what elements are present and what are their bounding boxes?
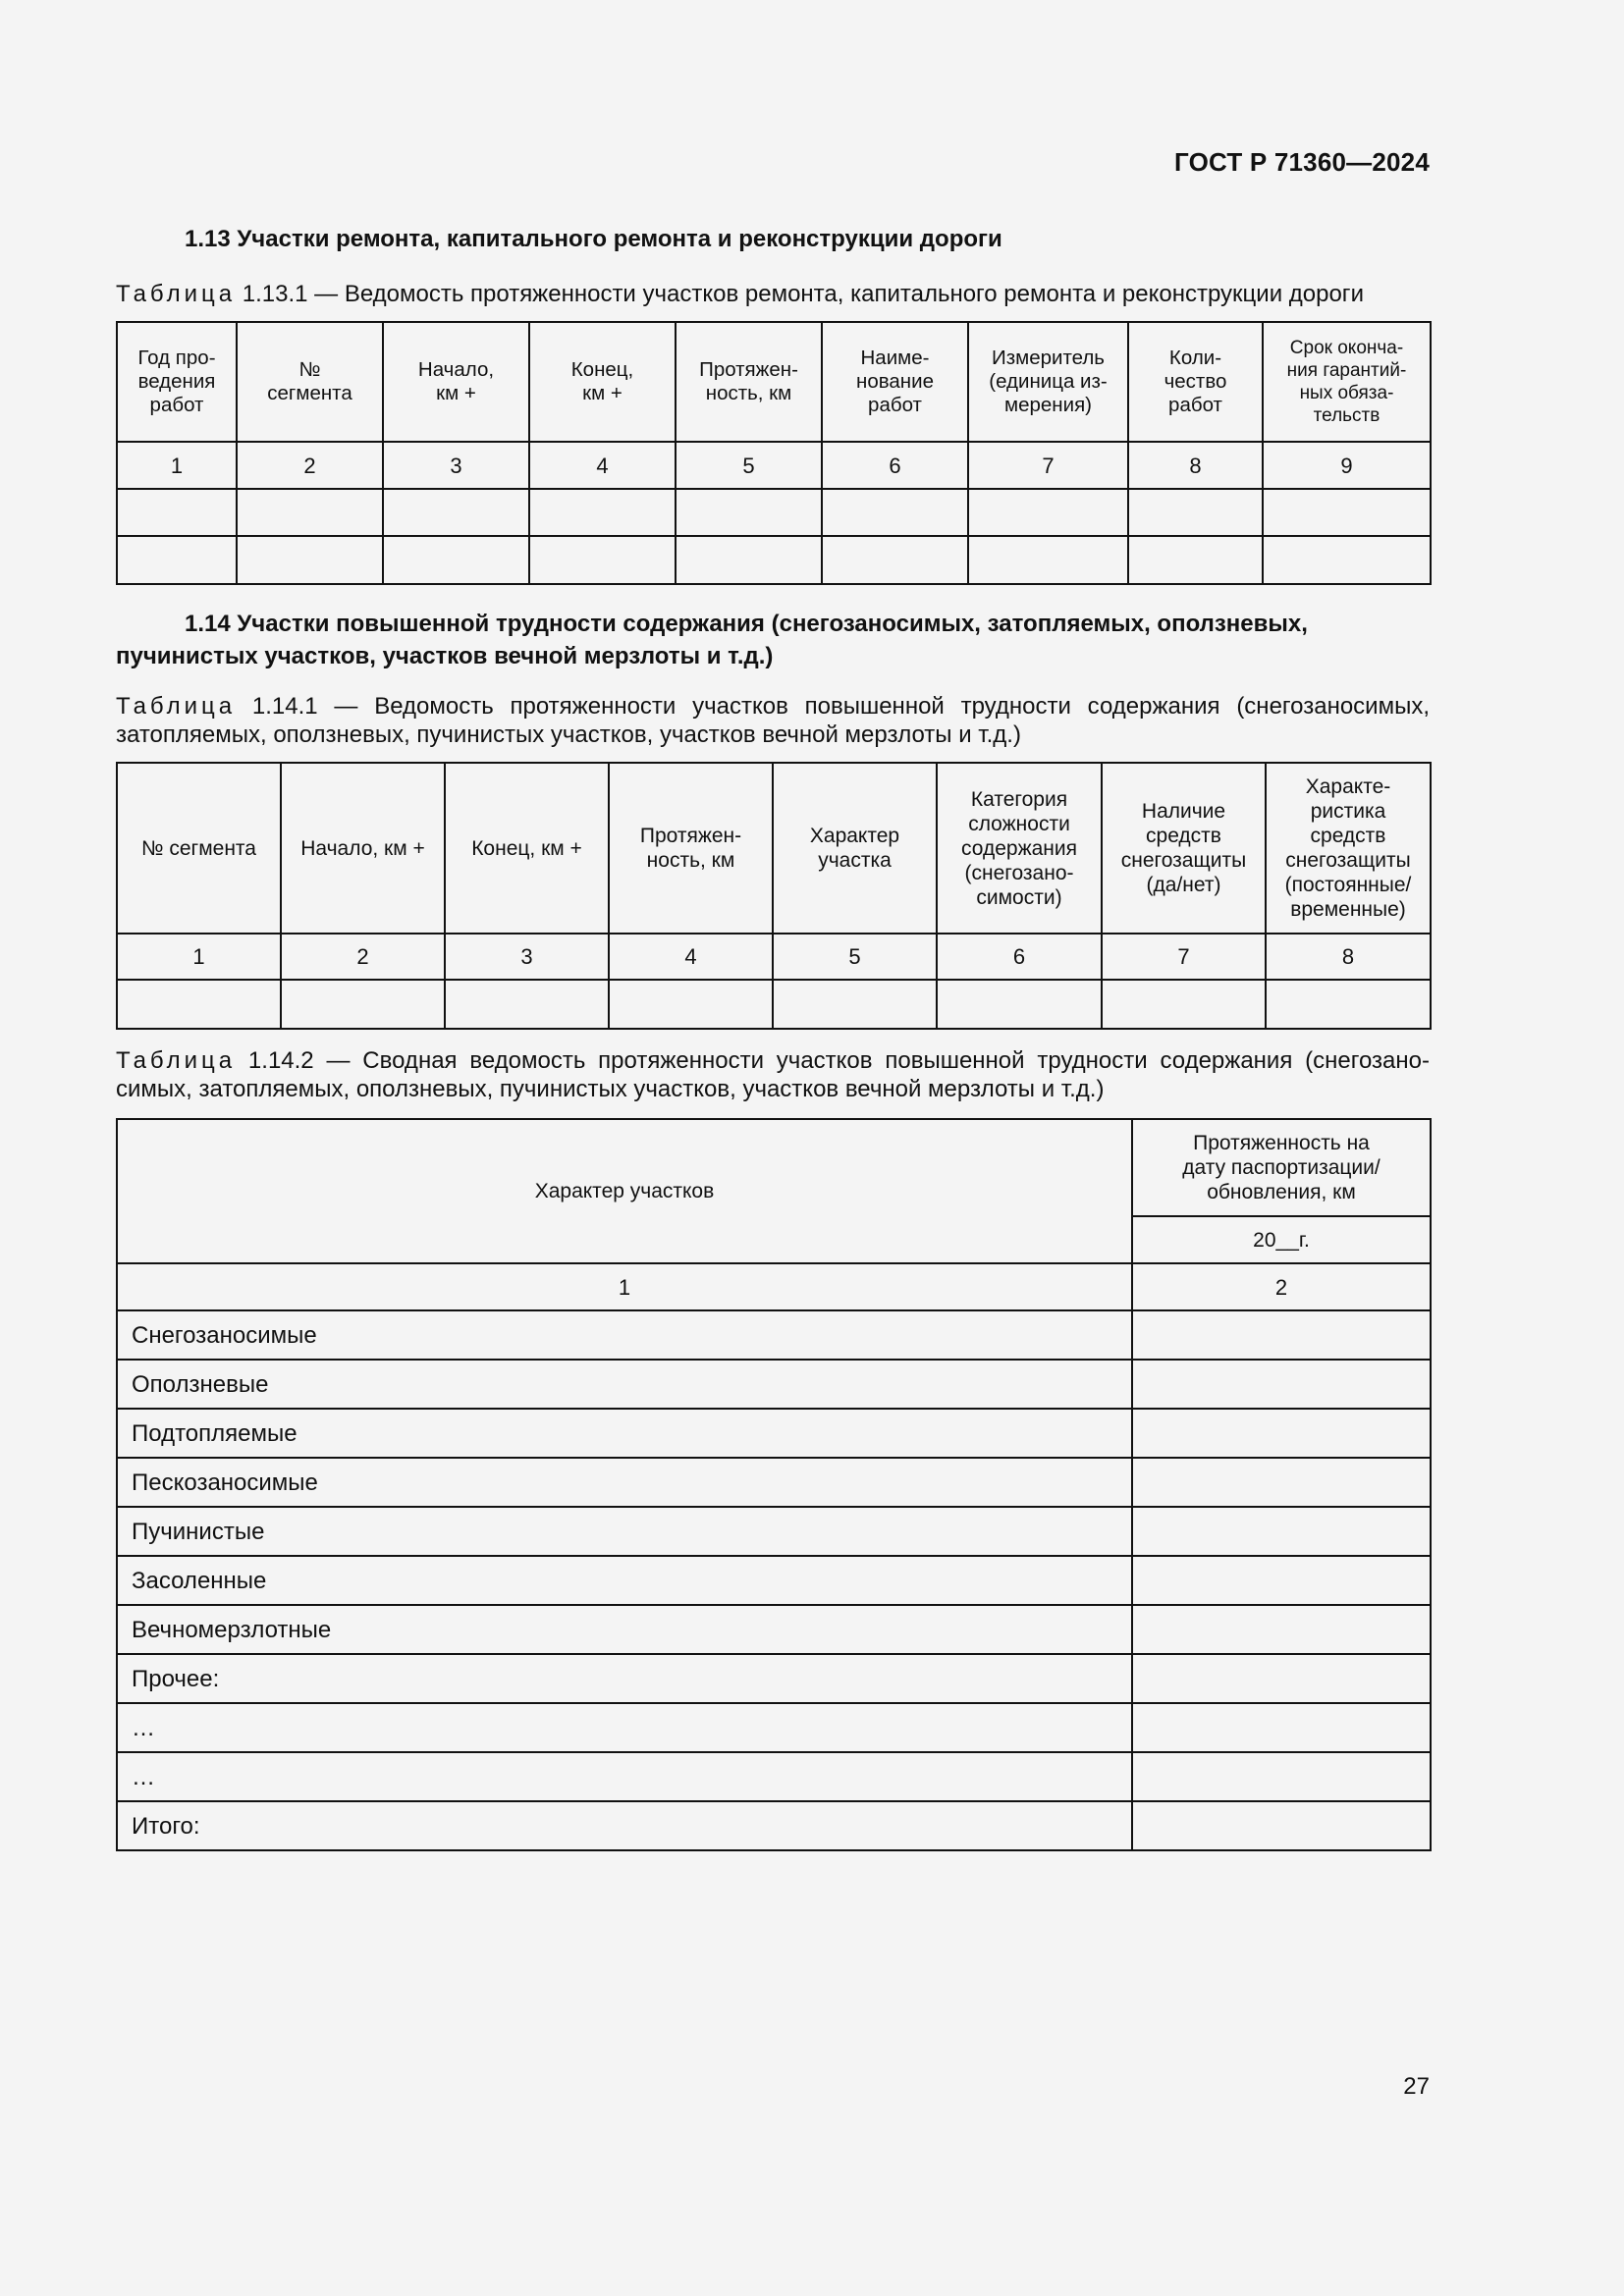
table-cell xyxy=(1132,1654,1431,1703)
table-row-total xyxy=(117,1801,1431,1850)
table-cell xyxy=(822,489,968,536)
table-1-13-1-caption xyxy=(116,280,1430,308)
column-number: 7 xyxy=(968,442,1128,489)
column-number-row xyxy=(117,934,1431,980)
column-header-section-type: Характер участков xyxy=(117,1119,1132,1263)
table-row xyxy=(117,1556,1431,1605)
column-number: 5 xyxy=(773,934,937,980)
table-cell xyxy=(1132,1458,1431,1507)
table-row xyxy=(117,1310,1431,1360)
table-cell xyxy=(1132,1752,1431,1801)
table-cell xyxy=(237,536,383,584)
column-header: Конец, км + xyxy=(529,322,676,442)
table-cell xyxy=(1132,1409,1431,1458)
table-cell xyxy=(117,489,237,536)
section-heading-1-13: 1.13 Участки ремонта, капитального ремонта и реконструкции дороги xyxy=(185,226,1002,252)
column-number: 6 xyxy=(822,442,968,489)
column-number: 2 xyxy=(1132,1263,1431,1310)
column-header: Характер участка xyxy=(773,763,937,934)
table-1-14-2 xyxy=(116,1118,1432,1851)
column-number: 7 xyxy=(1102,934,1266,980)
table-cell xyxy=(1132,1507,1431,1556)
column-header: № сегмента xyxy=(237,322,383,442)
row-label: Оползневые xyxy=(117,1360,1132,1409)
table-1-14-1 xyxy=(116,762,1432,1030)
table-1-14-2-caption xyxy=(116,1046,1430,1103)
column-header: Год про- ведения работ xyxy=(117,322,237,442)
row-label-total: Итого: xyxy=(117,1801,1132,1850)
table-cell xyxy=(1266,980,1431,1029)
row-label: Засоленные xyxy=(117,1556,1132,1605)
column-number: 2 xyxy=(281,934,445,980)
table-row xyxy=(117,1507,1431,1556)
column-header: Начало, км + xyxy=(383,322,529,442)
column-header: Наиме- нование работ xyxy=(822,322,968,442)
column-header: Начало, км + xyxy=(281,763,445,934)
row-label: … xyxy=(117,1703,1132,1752)
table-cell xyxy=(281,980,445,1029)
column-header: Конец, км + xyxy=(445,763,609,934)
column-number: 5 xyxy=(676,442,822,489)
column-number: 1 xyxy=(117,1263,1132,1310)
column-number: 4 xyxy=(609,934,773,980)
table-row-empty xyxy=(117,489,1431,536)
column-header: Характе- ристика средств снегозащиты (постоянные/ временные) xyxy=(1266,763,1431,934)
table-cell xyxy=(1132,1360,1431,1409)
table-cell xyxy=(117,536,237,584)
column-header: Наличие средств снегозащиты (да/нет) xyxy=(1102,763,1266,934)
column-number: 6 xyxy=(937,934,1102,980)
section-heading-1-14: 1.14 Участки повышенной трудности содержания (снегозаносимых, затопляемых, оползневых, пучинистых участков, участков вечной мерзлоты и т.д.) xyxy=(116,611,1308,669)
table-cell xyxy=(383,489,529,536)
table-cell xyxy=(968,536,1128,584)
column-number: 2 xyxy=(237,442,383,489)
row-label: Вечномерзлотные xyxy=(117,1605,1132,1654)
table-cell xyxy=(1263,536,1431,584)
column-number: 3 xyxy=(445,934,609,980)
column-number: 9 xyxy=(1263,442,1431,489)
table-cell xyxy=(1132,1703,1431,1752)
page-number: 27 xyxy=(1403,2073,1430,2100)
table-row-empty xyxy=(117,980,1431,1029)
column-number-row xyxy=(117,442,1431,489)
table-cell xyxy=(1128,489,1263,536)
column-number: 1 xyxy=(117,934,281,980)
table-cell xyxy=(676,489,822,536)
row-label: Пескозаносимые xyxy=(117,1458,1132,1507)
table-cell xyxy=(445,980,609,1029)
column-header: Срок оконча- ния гарантий- ных обяза- тельств xyxy=(1263,322,1431,442)
row-label: Снегозаносимые xyxy=(117,1310,1132,1360)
table-cell xyxy=(822,536,968,584)
table-caption-text: 1.14.1 — Ведомость протяженности участков повышенной трудности содержания (снегозаносимых, затопляемых, оползневых, пучинистых участков, участков вечной мерзлоты и т.д.) xyxy=(116,693,1430,748)
column-number: 8 xyxy=(1266,934,1431,980)
table-cell xyxy=(968,489,1128,536)
table-1-13-1 xyxy=(116,321,1432,585)
row-label: Пучинистые xyxy=(117,1507,1132,1556)
column-number-row xyxy=(117,1263,1431,1310)
table-cell xyxy=(1263,489,1431,536)
table-row xyxy=(117,1654,1431,1703)
table-cell xyxy=(1132,1556,1431,1605)
column-header: Протяжен- ность, км xyxy=(609,763,773,934)
table-caption-text: 1.14.2 — Сводная ведомость протяженности участков повышенной трудности содержания (снегозано-симых, затопляемых, оползневых, пучинистых участков, участков вечной мерзлоты и т.д.) xyxy=(116,1047,1430,1102)
table-header-row xyxy=(117,763,1431,934)
table-cell xyxy=(609,980,773,1029)
column-header: Протяжен- ность, км xyxy=(676,322,822,442)
table-cell xyxy=(1132,1801,1431,1850)
column-header: Измеритель (единица из- мерения) xyxy=(968,322,1128,442)
column-header: Коли- чество работ xyxy=(1128,322,1263,442)
table-row xyxy=(117,1409,1431,1458)
column-number: 1 xyxy=(117,442,237,489)
table-header-row xyxy=(117,1119,1431,1216)
column-number: 8 xyxy=(1128,442,1263,489)
table-row xyxy=(117,1703,1431,1752)
standard-number: ГОСТ Р 71360—2024 xyxy=(1174,147,1430,177)
table-row-empty xyxy=(117,536,1431,584)
table-cell xyxy=(529,489,676,536)
table-row xyxy=(117,1360,1431,1409)
column-number: 3 xyxy=(383,442,529,489)
column-header: Категория сложности содержания (снегозано- симости) xyxy=(937,763,1102,934)
table-cell xyxy=(937,980,1102,1029)
table-row xyxy=(117,1458,1431,1507)
table-header-row xyxy=(117,322,1431,442)
row-label: Подтопляемые xyxy=(117,1409,1132,1458)
table-caption-text: 1.13.1 — Ведомость протяженности участков ремонта, капитального ремонта и реконструкции дороги xyxy=(236,281,1364,307)
row-label: Прочее: xyxy=(117,1654,1132,1703)
table-cell xyxy=(773,980,937,1029)
table-cell xyxy=(1132,1310,1431,1360)
table-cell xyxy=(383,536,529,584)
table-cell xyxy=(676,536,822,584)
table-cell xyxy=(1132,1605,1431,1654)
table-label: Таблица xyxy=(116,693,237,720)
table-cell xyxy=(117,980,281,1029)
row-label: … xyxy=(117,1752,1132,1801)
table-1-14-1-caption xyxy=(116,692,1430,749)
column-header: № сегмента xyxy=(117,763,281,934)
table-row xyxy=(117,1752,1431,1801)
table-row xyxy=(117,1605,1431,1654)
table-cell xyxy=(1102,980,1266,1029)
table-cell xyxy=(237,489,383,536)
table-label: Таблица xyxy=(116,281,237,307)
column-number: 4 xyxy=(529,442,676,489)
year-field: 20__г. xyxy=(1132,1216,1431,1263)
table-cell xyxy=(1128,536,1263,584)
column-header-length: Протяженность на дату паспортизации/ обновления, км xyxy=(1132,1119,1431,1216)
table-cell xyxy=(529,536,676,584)
table-label: Таблица xyxy=(116,1047,237,1074)
